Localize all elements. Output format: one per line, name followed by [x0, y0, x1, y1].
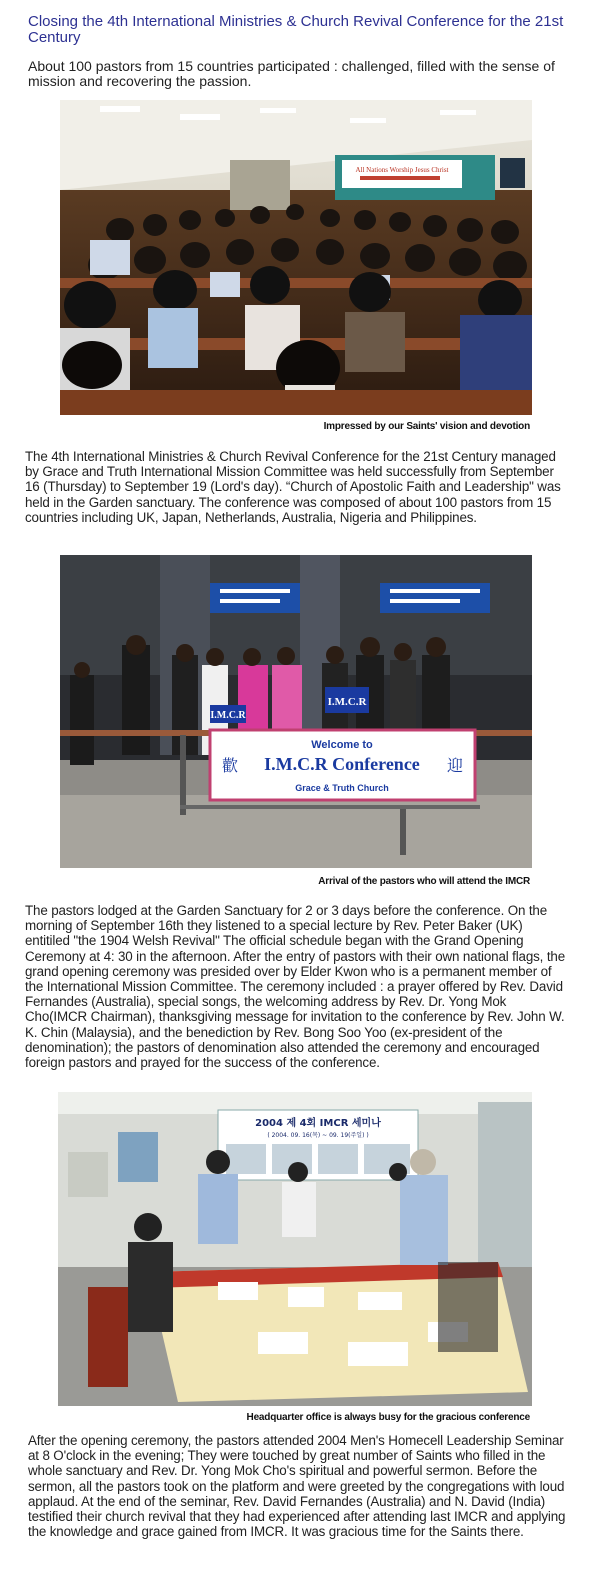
imcr-tag-right: I.M.C.R [327, 696, 367, 708]
paragraph: After the opening ceremony, the pastors attended 2004 Men's Homecell Leadership Seminar at 8 O'clock in the evening; They were touched by great number of Saints who filled in the whole sanctuary and Rev. Dr. Yong Mok Cho's spiritual and powerful sermon. Before the sermon, all the pastors took on the platform and were greeted by the congregations with loud applaud. At the end of the seminar, Rev. David Fernandes (Australia) and N. David (India) testified their church revival that they had experienced after attending last IMCR and applying the knowledge and grace gained from IMCR. It was gracious time for the Saints there. [28, 1433, 566, 1540]
paragraph: The pastors lodged at the Garden Sanctuary for 2 or 3 days before the conference. On the morning of September 16th they listened to a special lecture by Rev. Peter Baker (UK) entitiled "the 1904 Welsh Revival" The official schedule began with the Grand Opening Ceremony at 4: 30 in the afternoon. After the entry of pastors with their own national flags, the grand opening ceremony was presided over by Elder Kwon who is a permanent member of the International Mission Committee. The ceremony included : a prayer offered by Rev. David Fernandes (Australia), special songs, the welcoming address by Rev. Dr. Yong Mok Cho(IMCR Chairman), thanksgiving message for invitation to the conference by Rev. John W. K. Chin (Malaysia), and the benediction by Rev. Bong Soo Yoo (ex-president of the denomination); the pastors of denomination also attended the ceremony and encouraged foreign pastors and prayed for the success of the conference. [25, 903, 565, 1071]
sign-church-text: Grace & Truth Church [295, 783, 389, 793]
hall-banner-text: All Nations Worship Jesus Christ [355, 166, 449, 174]
article-title: Closing the 4th International Ministries & Church Revival Conference for the 21st Century [28, 13, 564, 46]
photo-caption: Impressed by our Saints' vision and devotion [323, 421, 530, 432]
article-subtitle: About 100 pastors from 15 countries participated : challenged, filled with the sense of mission and recovering the passion. [28, 58, 555, 89]
sign-welcome-text: Welcome to [311, 739, 373, 751]
sign-conference-text: I.M.C.R Conference [264, 754, 420, 774]
photo-caption: Arrival of the pastors who will attend the IMCR [318, 876, 530, 887]
airport-arrival-photo [60, 555, 532, 868]
conference-hall-photo [60, 100, 532, 415]
sign-left-char: 歡 [221, 756, 239, 775]
paragraph: The 4th International Ministries & Church Revival Conference for the 21st Century managed by Grace and Truth International Mission Committee was held successfully from September 16 (Thursday) to September 19 (Lord's day). “Church of Apostolic Faith and Leadership" was held in the Garden sanctuary. The conference was composed of about 100 pastors from 15 countries including UK, Japan, Netherlands, Australia, Nigeria and Philippines. [25, 449, 561, 525]
headquarter-office-photo [58, 1092, 532, 1406]
sign-right-char: 迎 [446, 756, 464, 775]
office-banner-sub: ( 2004. 09. 16(목) ~ 09. 19(주일) ) [267, 1132, 369, 1139]
photo-caption: Headquarter office is always busy for the gracious conference [246, 1412, 530, 1423]
imcr-tag-left: I.M.C.R [210, 710, 246, 721]
office-banner-text: 2004 제 4회 IMCR 세미나 [255, 1118, 381, 1129]
